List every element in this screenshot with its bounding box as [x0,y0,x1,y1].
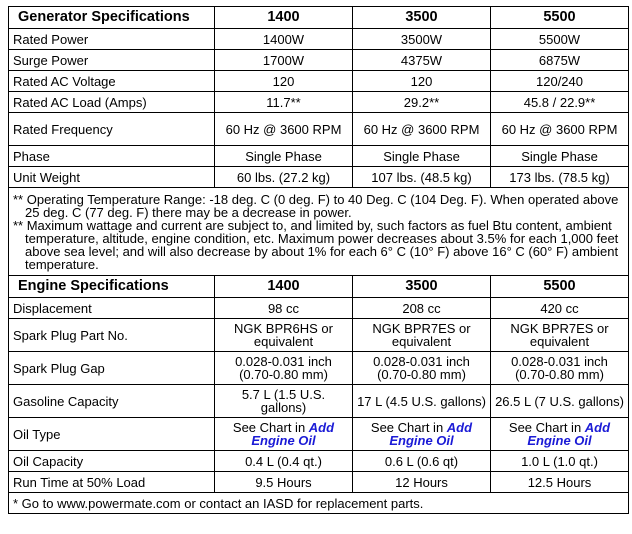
spec-sheet [8,6,629,514]
cell-value: 60 Hz @ 3600 RPM [353,113,491,146]
cell-value: 17 L (4.5 U.S. gallons) [353,385,491,418]
cell-value: NGK BPR7ES or equivalent [353,319,491,352]
cell-value: 26.5 L (7 U.S. gallons) [491,385,629,418]
model-header-1400: 1400 [215,7,353,29]
oil-type-text: See Chart in [508,420,582,435]
cell-value: 60 lbs. (27.2 kg) [215,167,353,188]
cell-value [215,418,353,451]
row-label: Oil Capacity [9,451,215,472]
cell-value: 0.028-0.031 inch (0.70-0.80 mm) [491,352,629,385]
cell-value: Single Phase [491,146,629,167]
model-header-3500: 3500 [353,7,491,29]
cell-value: 5.7 L (1.5 U.S. gallons) [215,385,353,418]
row-label: Oil Type [9,418,215,451]
generator-heading: Generator Specifications [9,7,215,29]
notes-cell [9,188,629,276]
cell-value: 60 Hz @ 3600 RPM [491,113,629,146]
table-row [9,71,629,92]
row-label: Unit Weight [9,167,215,188]
row-label: Rated Frequency [9,113,215,146]
cell-value: 0.6 L (0.6 qt) [353,451,491,472]
model-header-3500: 3500 [353,276,491,298]
model-header-1400: 1400 [215,276,353,298]
note-operating-temperature: ** Operating Temperature Range: -18 deg. C (0 deg. F) to 40 Deg. C (104 Deg. F). When operated above 25 deg. C (77 deg. F) there may be a decrease in power. [13,191,619,220]
model-header-5500: 5500 [491,7,629,29]
cell-value: 107 lbs. (48.5 kg) [353,167,491,188]
cell-value: 1.0 L (1.0 qt.) [491,451,629,472]
cell-value: 11.7** [215,92,353,113]
cell-value: 173 lbs. (78.5 kg) [491,167,629,188]
note-maximum-wattage: ** Maximum wattage and current are subject to, and limited by, such factors as fuel Btu content, ambient temperature, altitude, engine condition, etc. Maximum power decreases about 3.5% for each 1,000 feet above sea level; and will also decrease by about 1% for each 6° C (10° F) above 16° C (60° F) ambient temperature. [13,217,619,272]
table-row [9,92,629,113]
row-label: Rated AC Load (Amps) [9,92,215,113]
cell-value [353,418,491,451]
cell-value: 3500W [353,29,491,50]
cell-value: 120 [215,71,353,92]
cell-value: Single Phase [215,146,353,167]
cell-value: 420 cc [491,298,629,319]
table-row [9,352,629,385]
table-row [9,472,629,493]
engine-heading: Engine Specifications [9,276,215,298]
cell-value: 0.028-0.031 inch (0.70-0.80 mm) [353,352,491,385]
cell-value: 29.2** [353,92,491,113]
table-row [9,385,629,418]
cell-value: 1400W [215,29,353,50]
footnote-row [9,493,629,514]
row-label: Phase [9,146,215,167]
spec-table [8,6,629,514]
replacement-parts-footnote: * Go to www.powermate.com or contact an IASD for replacement parts. [9,493,629,514]
notes-row [9,188,629,276]
table-row [9,113,629,146]
row-label: Rated Power [9,29,215,50]
cell-value: 0.4 L (0.4 qt.) [215,451,353,472]
cell-value: 120/240 [491,71,629,92]
row-label: Displacement [9,298,215,319]
cell-value: 120 [353,71,491,92]
cell-value: 4375W [353,50,491,71]
table-row [9,319,629,352]
add-engine-oil-link[interactable]: Add Engine Oil [389,420,473,448]
add-engine-oil-link[interactable]: Add Engine Oil [527,420,611,448]
cell-value: 9.5 Hours [215,472,353,493]
add-engine-oil-link[interactable]: Add Engine Oil [251,420,335,448]
cell-value: 6875W [491,50,629,71]
table-row [9,418,629,451]
table-row [9,167,629,188]
cell-value: 12.5 Hours [491,472,629,493]
cell-value: NGK BPR6HS or equivalent [215,319,353,352]
row-label: Run Time at 50% Load [9,472,215,493]
oil-type-text: See Chart in [232,420,306,435]
row-label: Surge Power [9,50,215,71]
cell-value: NGK BPR7ES or equivalent [491,319,629,352]
row-label: Spark Plug Gap [9,352,215,385]
row-label: Rated AC Voltage [9,71,215,92]
table-row [9,451,629,472]
generator-header-row [9,7,629,29]
row-label: Spark Plug Part No. [9,319,215,352]
cell-value: 0.028-0.031 inch (0.70-0.80 mm) [215,352,353,385]
cell-value: 5500W [491,29,629,50]
cell-value: 98 cc [215,298,353,319]
table-row [9,146,629,167]
table-row [9,50,629,71]
model-header-5500: 5500 [491,276,629,298]
oil-type-text: See Chart in [370,420,444,435]
cell-value: 12 Hours [353,472,491,493]
table-row [9,298,629,319]
cell-value: 1700W [215,50,353,71]
cell-value: 45.8 / 22.9** [491,92,629,113]
engine-header-row [9,276,629,298]
cell-value [491,418,629,451]
cell-value: 60 Hz @ 3600 RPM [215,113,353,146]
cell-value: Single Phase [353,146,491,167]
row-label: Gasoline Capacity [9,385,215,418]
cell-value: 208 cc [353,298,491,319]
table-row [9,29,629,50]
